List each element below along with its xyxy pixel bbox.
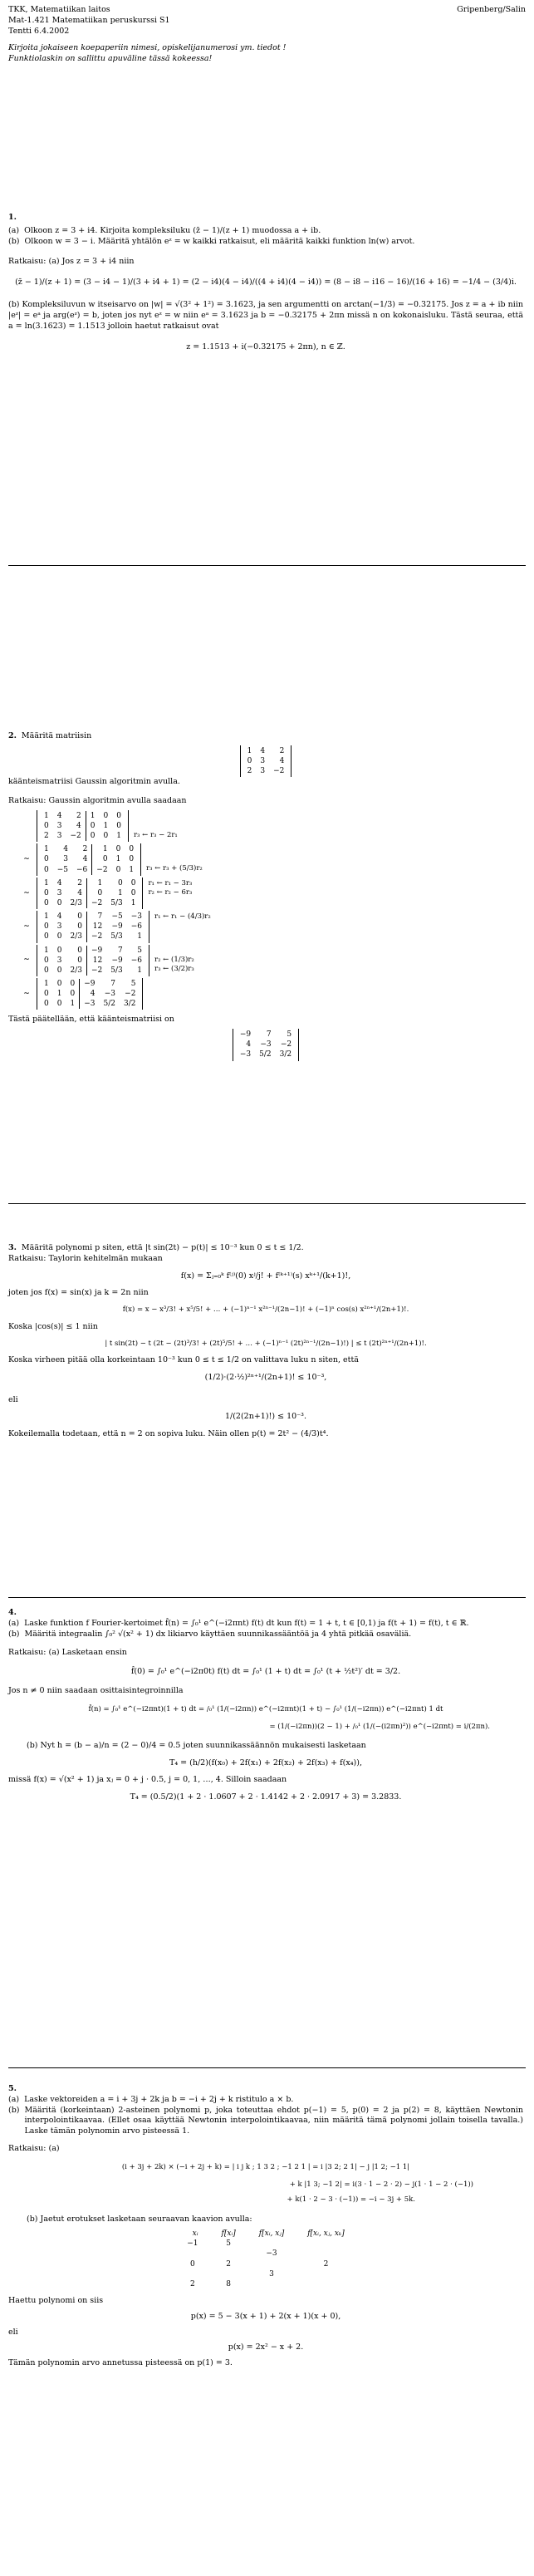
row-operation xyxy=(148,989,150,998)
gauss-step-cell: 5 xyxy=(130,979,136,988)
p2-matrix xyxy=(240,745,292,777)
gauss-step-cell: 4 xyxy=(80,989,100,999)
table-header-cell: f[xᵢ] xyxy=(221,2229,236,2239)
p3-sin-series: f(x) = x − x³/3! + x⁵/5! + … + (−1)ⁿ⁻¹ x²ⁿ⁻¹/(2n−1)! + (−1)ⁿ cos(s) x²ⁿ⁺¹/(2n+1)!. xyxy=(122,1305,409,1315)
row-operation: r₃ ← (3/2)r₃ xyxy=(154,965,194,974)
gauss-step-cell: 0 xyxy=(44,966,49,975)
table-cell: 0 xyxy=(190,2259,195,2269)
gauss-step-cell: −5 xyxy=(56,865,69,874)
gauss-step-cell: 12 xyxy=(86,956,106,966)
p4-where: missä f(x) = √(x² + 1) ja xⱼ = 0 + j · 0.5, j = 0, 1, …, 4. Silloin saadaan xyxy=(8,1775,287,1785)
gauss-step-cell: 0 xyxy=(116,822,121,830)
table-row xyxy=(175,2239,355,2249)
p1-a-label: (a) xyxy=(8,225,20,235)
header-dept: TKK, Matematiikan laitos xyxy=(8,5,110,14)
p2-inverse-matrix xyxy=(233,1029,299,1060)
gauss-step-cell: 7 xyxy=(86,912,106,922)
row-operation xyxy=(148,980,150,989)
gauss-step-cell: 0 xyxy=(56,932,62,941)
gauss-step-row xyxy=(40,821,125,831)
problem-3 xyxy=(8,1243,523,1440)
gauss-step-row xyxy=(40,966,146,976)
gauss-step-cell: 4 xyxy=(56,878,62,887)
gauss-step-cell: 0 xyxy=(56,966,62,975)
gauss-step-row xyxy=(40,844,138,854)
gauss-step-cell: 5/3 xyxy=(110,966,123,975)
gauss-step-cell: −6 xyxy=(130,922,142,932)
header-notice-2: Funktiolaskin on sallittu apuväline tässä kokeessa! xyxy=(8,54,213,64)
p1-solution-intro: Ratkaisu: (a) Jos z = 3 + i4 niin xyxy=(8,257,135,267)
gauss-step-cell: 1 xyxy=(44,979,49,988)
p3-ineq2: 1/(2(2n+1)!) ≤ 10⁻³. xyxy=(224,1412,307,1422)
row-operation xyxy=(148,999,150,1008)
gauss-step-cell: 0 xyxy=(130,878,136,887)
p2-matrix-row xyxy=(243,766,289,776)
gauss-row-operations xyxy=(148,980,150,1008)
p3-taylor: f(x) = Σⱼ₌₀ᵏ f⁽ʲ⁾(0) xʲ/j! + f⁽ᵏ⁺¹⁾(s) xᵏ⁺¹/(k+1)!, xyxy=(180,1271,351,1281)
gauss-step-cell: 5/3 xyxy=(110,898,123,907)
gauss-step xyxy=(23,911,523,942)
gauss-step-cell: 4 xyxy=(63,845,69,854)
row-operation xyxy=(154,932,211,941)
gauss-step-cell: 4 xyxy=(77,888,82,897)
row-operation: r₁ ← r₁ − (4/3)r₂ xyxy=(154,912,211,922)
gauss-step-cell: 12 xyxy=(86,922,106,932)
gauss-step-cell: −3 xyxy=(80,999,100,1009)
row-equivalent-sign: ∼ xyxy=(23,921,30,931)
p5-a-label: (a) xyxy=(8,2094,20,2104)
gauss-step-cell: 2 xyxy=(76,811,81,820)
divider-3 xyxy=(8,1597,526,1598)
gauss-step-cell: 0 xyxy=(44,990,49,999)
gauss-step-cell: 1 xyxy=(86,878,106,888)
p2-matrix-cell: 4 xyxy=(279,756,285,765)
gauss-step-cell: 0 xyxy=(44,888,49,897)
p3-line4: Koska virheen pitää olla korkeintaan 10⁻³ kun 0 ≤ t ≤ 1/2 on valittava luku n siten, että xyxy=(8,1355,359,1364)
p5-line-eli: eli xyxy=(8,2327,18,2337)
p2-conclusion: Tästä päätellään, että käänteismatriisi on xyxy=(8,1015,174,1025)
p1-solution-final: z = 1.1513 + i(−0.32175 + 2πn), n ∈ ℤ. xyxy=(186,342,345,351)
table-cell xyxy=(247,2279,296,2289)
p2-matrix-cell: −2 xyxy=(273,767,285,776)
p2-matrix-cell: 2 xyxy=(279,746,285,755)
table-cell: 2 xyxy=(190,2279,195,2288)
gauss-step-cell: 0 xyxy=(44,865,49,874)
p3-line3: Koska |cos(s)| ≤ 1 niin xyxy=(8,1321,98,1331)
row-operation: r₃ ← r₃ + (5/3)r₂ xyxy=(146,864,203,873)
gauss-step-cell: 1 xyxy=(70,1000,76,1009)
gauss-row-operations xyxy=(154,946,194,975)
gauss-step-cell: −2 xyxy=(86,898,106,908)
table-row xyxy=(175,2269,355,2279)
gauss-step-cell: 7 xyxy=(117,946,123,955)
gauss-step-cell: −3 xyxy=(104,990,115,999)
gauss-step-cell: −2 xyxy=(92,865,112,875)
p4-a-label: (a) xyxy=(8,1618,20,1628)
p5-b-solution: (b) Jaetut erotukset lasketaan seuraavan kaavion avulla: xyxy=(27,2215,252,2225)
p5-solution-intro: Ratkaisu: (a) xyxy=(8,2144,60,2154)
p2-matrix-row xyxy=(243,746,289,756)
gauss-step-cell: 1 xyxy=(86,811,99,821)
gauss-step-cell: 0 xyxy=(56,979,62,988)
table-cell xyxy=(175,2269,209,2279)
p2-inverse-cell: −2 xyxy=(280,1040,292,1050)
table-cell: 5 xyxy=(226,2239,232,2249)
gauss-step-cell: 0 xyxy=(77,922,82,932)
gauss-step-cell: 7 xyxy=(110,979,115,988)
gauss-step-cell: 0 xyxy=(56,946,62,955)
p2-inverse-row xyxy=(236,1050,296,1059)
table-row xyxy=(175,2259,355,2269)
gauss-step-cell: 1 xyxy=(137,966,142,975)
gauss-step-cell: 1 xyxy=(44,946,49,955)
gauss-step-row xyxy=(40,898,140,908)
divider-4 xyxy=(8,2067,526,2068)
p3-bound: | t sin(2t) − t (2t − (2t)³/3! + (2t)⁵/5! + … + (−1)ⁿ⁻¹ (2t)²ⁿ⁻¹/(2n−1)!) | ≤ t (2t)²ⁿ⁺¹/(2n+1)!. xyxy=(105,1339,427,1348)
gauss-step-row xyxy=(40,946,146,956)
p2-solution-intro: Ratkaisu: Gaussin algoritmin avulla saadaan xyxy=(8,796,187,806)
table-header-cell: f[xᵢ, xⱼ] xyxy=(258,2229,285,2239)
gauss-step-cell: 0 xyxy=(130,888,136,897)
gauss-step-cell: −9 xyxy=(111,922,123,932)
p3-solution-intro: Ratkaisu: Taylorin kehitelmän mukaan xyxy=(8,1253,163,1263)
gauss-step-cell: 0 xyxy=(44,1000,49,1009)
gauss-step-cell: 1 xyxy=(117,888,123,897)
row-operation xyxy=(146,855,203,864)
p2-inverse-cell: −3 xyxy=(260,1040,272,1050)
p2-matrix-cell: 1 xyxy=(247,746,252,755)
p2-task: Määritä matriisin xyxy=(21,731,92,740)
p2-matrix-row xyxy=(243,756,289,766)
gauss-step-row xyxy=(40,979,140,989)
p4-b-text: Määritä integraalin ∫₀² √(x² + 1) dx likiarvo käyttäen suunnikassääntöä ja 4 yhtä pitkää osaväliä. xyxy=(24,1629,412,1639)
gauss-step-cell: 0 xyxy=(115,865,121,874)
gauss-step-cell: −5 xyxy=(111,912,123,922)
p5-line-poly: Haettu polynomi on siis xyxy=(8,2295,104,2305)
gauss-step-cell: −9 xyxy=(80,979,100,989)
p2-inverse-cell: 7 xyxy=(266,1030,272,1040)
p2-inverse-cell: −9 xyxy=(239,1030,252,1040)
row-operation xyxy=(154,946,194,956)
gauss-step-cell: 0 xyxy=(44,822,49,830)
table-cell xyxy=(296,2279,356,2289)
p2-matrix-cell: 4 xyxy=(260,746,266,755)
p4-result: T₄ = (0.5/2)(1 + 2 · 1.0607 + 2 · 1.4142 + 2 · 2.0917 + 3) = 3.2833. xyxy=(130,1792,402,1802)
gauss-step-cell: 1 xyxy=(44,912,49,922)
table-header-cell: xᵢ xyxy=(192,2229,198,2239)
gauss-step-cell: 3 xyxy=(56,956,62,965)
problem-2 xyxy=(8,731,523,1061)
gauss-row-operations xyxy=(148,879,192,907)
p5-b-text: Määritä (korkeintaan) 2-asteinen polynomi p, joka toteuttaa ehdot p(−1) = 5, p(0) = 2 ja p(2) = 8, käyttäen Newtonin interpolointikaavaa. (Ellet osaa käyttää Newtonin interpolointikaavaa, niin määritä tämä polynomi jollain toisella tavalla.) Laske tämän polynomin arvo pisteessä 1. xyxy=(24,2105,523,2136)
gauss-step-cell: 0 xyxy=(117,878,123,887)
row-equivalent-sign: ∼ xyxy=(23,955,30,965)
row-operation: r₁ ← r₁ − 3r₃ xyxy=(148,878,193,887)
gauss-step-row xyxy=(40,888,140,898)
gauss-step-cell: 0 xyxy=(115,845,121,854)
gauss-step-cell: 1 xyxy=(116,832,121,841)
gauss-step-cell: 0 xyxy=(116,811,121,820)
gauss-step-cell: 0 xyxy=(56,898,62,907)
p5-cross-3: + k(1 · 2 − 3 · (−1)) = −i − 3j + 5k. xyxy=(287,2195,415,2204)
gauss-step-cell: 4 xyxy=(82,855,88,864)
table-cell: −1 xyxy=(187,2239,198,2249)
gauss-row-operations xyxy=(146,845,203,873)
gauss-step-cell: 0 xyxy=(86,831,99,841)
p5-cross-2: + k |1 3; −1 2| = i(3 · 1 − 2 · 2) − j(1 · 1 − 2 · (−1)) xyxy=(289,2180,473,2190)
row-equivalent-sign: ∼ xyxy=(23,854,30,864)
gauss-step-cell: 0 xyxy=(44,956,49,965)
table-cell: −3 xyxy=(266,2249,277,2259)
gauss-step-cell: −2 xyxy=(125,990,136,999)
divided-differences-table xyxy=(175,2229,355,2289)
gauss-step-cell: 1 xyxy=(130,898,136,907)
gauss-step-cell: 3 xyxy=(56,822,62,830)
gauss-step xyxy=(23,978,523,1010)
gauss-step-cell: 5/2 xyxy=(103,1000,115,1009)
gauss-step-cell: −6 xyxy=(130,956,142,965)
row-equivalent-sign: ∼ xyxy=(23,988,30,998)
table-cell xyxy=(296,2249,356,2259)
gauss-step-cell: −9 xyxy=(86,946,106,956)
p2-inverse-cell: 4 xyxy=(246,1040,252,1050)
gauss-step-cell: 1 xyxy=(92,844,112,854)
p2-matrix-cell: 0 xyxy=(247,756,252,765)
p4-b-solution: (b) Nyt h = (b − a)/n = (2 − 0)/4 = 0.5 joten suunnikassäännön mukaisesti lasketaan xyxy=(27,1740,366,1750)
gauss-step-row xyxy=(40,854,138,864)
problem-3-number: 3. xyxy=(8,1243,17,1252)
gauss-step-cell: 2 xyxy=(77,878,82,887)
p4-line2: Jos n ≠ 0 niin saadaan osittaisintegroinnilla xyxy=(8,1686,184,1696)
p5-final: Tämän polynomin arvo annetussa pisteessä on p(1) = 3. xyxy=(8,2358,233,2368)
table-cell: 2 xyxy=(323,2259,329,2269)
header-authors: Gripenberg/Salin xyxy=(457,5,526,14)
gauss-step-cell: 3 xyxy=(56,888,62,897)
gauss-step-cell: 0 xyxy=(44,898,49,907)
p5-b-label: (b) xyxy=(8,2105,20,2115)
gauss-step-cell: 1 xyxy=(44,811,49,820)
table-cell xyxy=(296,2269,356,2279)
row-operation xyxy=(146,845,203,854)
problem-2-number: 2. xyxy=(8,731,17,740)
gauss-step-cell: 2/3 xyxy=(70,932,82,941)
p2-matrix-cell: 3 xyxy=(260,767,266,776)
gauss-step-cell: 0 xyxy=(103,811,109,820)
gauss-step-cell: 0 xyxy=(86,821,99,831)
gauss-step-row xyxy=(40,865,138,875)
table-cell: 2 xyxy=(226,2259,232,2269)
row-operation xyxy=(148,898,192,907)
gauss-step xyxy=(23,945,523,976)
gauss-step-cell: 0 xyxy=(56,1000,62,1009)
gauss-step-cell: 0 xyxy=(77,912,82,922)
gauss-step-cell: 3 xyxy=(63,855,69,864)
gauss-step-cell: 0 xyxy=(70,990,76,999)
p4-b-label: (b) xyxy=(8,1629,20,1639)
gauss-step-cell: 0 xyxy=(86,888,106,898)
p2-matrix-cell: 3 xyxy=(260,756,266,765)
p3-conclusion: Kokeilemalla todetaan, että n = 2 on sopiva luku. Näin ollen p(t) = 2t² − (4/3)t⁴. xyxy=(8,1429,329,1439)
gauss-step-cell: 0 xyxy=(77,956,82,965)
gauss-step-cell: 5/3 xyxy=(110,932,123,941)
gauss-step-cell: 1 xyxy=(115,855,121,864)
gauss-step-cell: 1 xyxy=(44,878,49,887)
gauss-step-cell: −2 xyxy=(86,966,106,976)
p4-a-text: Laske funktion f Fourier-kertoimet f̂(n) = ∫₀¹ e^(−i2πnt) f(t) dt kun f(t) = 1 + t, t ∈ [0,1) ja f(t + 1) = f(t), t ∈ ℝ. xyxy=(24,1618,469,1628)
gauss-step-cell: 2 xyxy=(44,832,49,841)
gauss-step-cell: −2 xyxy=(70,832,81,841)
gauss-step-cell: 0 xyxy=(77,946,82,955)
p4-t4-formula: T₄ = (h/2)(f(x₀) + 2f(x₁) + 2f(x₂) + 2f(x₃) + f(x₄)), xyxy=(169,1757,362,1767)
problem-4-number: 4. xyxy=(8,1608,17,1617)
gauss-step-cell: 0 xyxy=(103,832,109,841)
gauss-step-row xyxy=(40,922,146,932)
row-operation xyxy=(154,922,211,932)
p3-line5: eli xyxy=(8,1394,18,1404)
p5-poly-2: p(x) = 2x² − x + 2. xyxy=(228,2342,304,2352)
gauss-step-cell: −3 xyxy=(130,912,142,922)
gauss-step-cell: 2/3 xyxy=(70,966,82,975)
exam-header xyxy=(8,5,526,65)
gauss-step-cell: 4 xyxy=(56,811,62,820)
gauss-step-row xyxy=(40,811,125,821)
gauss-step-cell: 0 xyxy=(70,979,76,988)
problem-4 xyxy=(8,1608,523,1803)
table-header-row xyxy=(175,2229,355,2239)
gauss-step-cell: 0 xyxy=(44,855,49,864)
table-cell xyxy=(210,2269,247,2279)
gauss-step-cell: 1 xyxy=(129,865,135,874)
gauss-step-row xyxy=(40,999,140,1009)
gauss-step-cell: −2 xyxy=(86,932,106,941)
gauss-step-cell: 0 xyxy=(44,922,49,932)
divider-1 xyxy=(8,565,526,566)
table-cell xyxy=(210,2249,247,2259)
p4-solution-intro: Ratkaisu: (a) Lasketaan ensin xyxy=(8,1648,127,1658)
header-course: Mat-1.421 Matematiikan peruskurssi S1 xyxy=(8,15,170,25)
p2-inverse-row xyxy=(236,1030,296,1040)
gauss-step-cell: 1 xyxy=(137,932,142,941)
gauss-step-cell: 0 xyxy=(129,845,135,854)
row-operation: r₂ ← (1/3)r₂ xyxy=(154,956,194,965)
row-operation xyxy=(134,812,178,821)
row-operation: r₃ ← r₃ − 2r₁ xyxy=(133,830,178,839)
p1-a-text: Olkoon z = 3 + i4. Kirjoita kompleksiluku (z̄ − 1)/(z + 1) muodossa a + ib. xyxy=(24,225,321,235)
p4-f0: f̂(0) = ∫₀¹ e^(−i2π0t) f(t) dt = ∫₀¹ (1 + t) dt = ∫₀¹ (t + ½t²)′ dt = 3/2. xyxy=(130,1667,401,1677)
problem-1-number: 1. xyxy=(8,213,17,222)
p3-task: Määritä polynomi p siten, että |t sin(2t) − p(t)| ≤ 10⁻³ kun 0 ≤ t ≤ 1/2. xyxy=(21,1243,304,1252)
p5-a-text: Laske vektoreiden a = i + 3j + 2k ja b = −i + 2j + k ristitulo a × b. xyxy=(24,2094,294,2104)
p4-fn1: f̂(n) = ∫₀¹ e^(−i2πnt)(1 + t) dt = /₀¹ (1/(−i2πn)) e^(−i2πnt)(1 + t) − ∫₀¹ (1/(−i2πn)) e^(−i2πnt) 1 dt xyxy=(88,1704,443,1713)
p3-line2: joten jos f(x) = sin(x) ja k = 2n niin xyxy=(8,1288,149,1298)
gauss-step xyxy=(23,843,523,875)
header-notice-1: Kirjoita jokaiseen koepaperiin nimesi, opiskelijanumerosi ym. tiedot ! xyxy=(8,43,287,53)
gauss-step-cell: 1 xyxy=(103,822,109,830)
problem-5 xyxy=(8,2084,523,2369)
p1-b-text: Olkoon w = 3 − i. Määritä yhtälön eᶻ = w kaikki ratkaisut, eli määritä kaikki funktion ln(w) arvot. xyxy=(24,236,415,246)
gauss-step-row xyxy=(40,989,140,999)
gauss-step-row xyxy=(40,878,140,888)
p4-fn2: = (1/(−i2πn))(2 − 1) + /₀¹ (1/(−(i2πn)²)) e^(−i2πnt) = i/(2πn). xyxy=(269,1723,490,1732)
table-cell xyxy=(175,2249,209,2259)
gauss-step-cell: 4 xyxy=(56,912,62,922)
p2-inverse-row xyxy=(236,1040,296,1050)
row-operation: r₂ ← r₂ − 6r₃ xyxy=(148,888,193,897)
problem-5-number: 5. xyxy=(8,2084,17,2093)
gauss-step-cell: 2/3 xyxy=(70,898,82,907)
gauss-step xyxy=(23,810,523,842)
gauss-step-cell: −9 xyxy=(111,956,123,965)
gauss-step-cell: 1 xyxy=(44,845,49,854)
p1-solution-b: (b) Kompleksiluvun w itseisarvo on |w| = √(3² + 1²) = 3.1623, ja sen argumentti on arctan(−1/3) = −0.32175. Jos z = a + ib niin |eᶻ| = eᵃ ja arg(eᶻ) = b, joten jos nyt eᶻ = w niin eᵃ = 3.1623 ja b = −0.32175 + 2πn missä n on kokonaisluku. Tästä seuraa, että a = ln(3.1623) = 1.1513 jolloin haetut ratkaisut ovat xyxy=(8,300,523,331)
gauss-row-operations xyxy=(134,812,178,840)
p3-ineq1: (1/2)·(2·½)²ⁿ⁺¹/(2n+1)! ≤ 10⁻³, xyxy=(204,1372,327,1382)
gauss-step-cell: 0 xyxy=(129,855,135,864)
table-cell: 3 xyxy=(269,2269,274,2279)
p5-poly-1: p(x) = 5 − 3(x + 1) + 2(x + 1)(x + 0), xyxy=(190,2311,341,2321)
gauss-step-row xyxy=(40,956,146,966)
gauss-step-row xyxy=(40,831,125,841)
p5-cross-1: (i + 3j + 2k) × (−i + 2j + k) = | i j k ; 1 3 2 ; −1 2 1 | = i |3 2; 2 1| − j |1 2; −1 1| xyxy=(121,2162,410,2171)
table-row xyxy=(175,2249,355,2259)
gauss-step-cell: 3 xyxy=(56,922,62,932)
p2-gauss-steps xyxy=(23,810,523,1010)
gauss-step-row xyxy=(40,912,146,922)
p2-inverse-cell: 5/2 xyxy=(259,1050,272,1059)
gauss-step-cell: 1 xyxy=(56,990,62,999)
gauss-step-cell: 0 xyxy=(44,932,49,941)
p2-matrix-cell: 2 xyxy=(247,767,252,776)
p1-b-label: (b) xyxy=(8,236,20,246)
table-header-cell: f[xᵢ, xⱼ, xₖ] xyxy=(307,2229,345,2239)
divider-2 xyxy=(8,1203,526,1204)
gauss-step-row xyxy=(40,932,146,941)
table-cell xyxy=(247,2239,296,2249)
gauss-step-cell: 2 xyxy=(82,845,88,854)
row-operation xyxy=(134,821,178,830)
gauss-step-cell: 3 xyxy=(56,832,62,841)
gauss-step-cell: 0 xyxy=(92,854,112,864)
table-cell xyxy=(247,2259,296,2269)
gauss-step-cell: 3/2 xyxy=(123,1000,136,1009)
problem-1 xyxy=(8,213,523,352)
table-cell: 8 xyxy=(226,2279,232,2288)
table-cell xyxy=(296,2239,356,2249)
p2-inverse-cell: 3/2 xyxy=(279,1050,292,1059)
p2-inverse-cell: 5 xyxy=(287,1030,292,1040)
gauss-row-operations xyxy=(154,912,211,941)
gauss-step-cell: 5 xyxy=(137,946,142,955)
table-row xyxy=(175,2279,355,2289)
gauss-step-cell: 4 xyxy=(76,822,81,830)
gauss-step-cell: −6 xyxy=(76,865,88,874)
p2-task-end: käänteismatriisi Gaussin algoritmin avulla. xyxy=(8,777,180,787)
p1-solution-equation: (z̄ − 1)/(z + 1) = (3 − i4 − 1)/(3 + i4 + 1) = (2 − i4)(4 − i4)/((4 + i4)(4 − i4)) = (8 − i8 − i16 − 16)/(16 + 16) = −1/4 − (3/4)i. xyxy=(15,278,517,288)
p2-inverse-cell: −3 xyxy=(239,1050,252,1059)
row-equivalent-sign: ∼ xyxy=(23,887,30,897)
gauss-step xyxy=(23,878,523,909)
header-date: Tentti 6.4.2002 xyxy=(8,26,70,36)
